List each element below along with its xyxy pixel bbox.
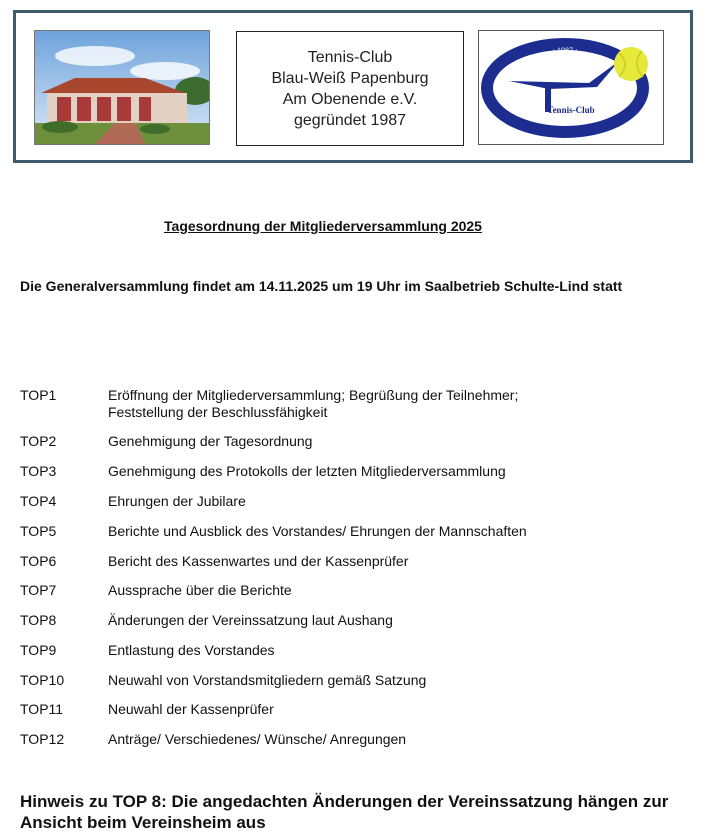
agenda-text: Bericht des Kassenwartes und der Kassenprüfer bbox=[108, 553, 409, 569]
agenda-text: Genehmigung des Protokolls der letzten Mitgliederversammlung bbox=[108, 463, 506, 479]
club-logo bbox=[478, 30, 664, 145]
agenda-text: Aussprache über die Berichte bbox=[108, 582, 292, 598]
agenda-label: TOP3 bbox=[20, 463, 57, 479]
agenda-label: TOP10 bbox=[20, 672, 65, 688]
agenda-text: Genehmigung der Tagesordnung bbox=[108, 433, 313, 449]
club-name-line: Blau-Weiß Papenburg bbox=[271, 69, 429, 87]
agenda-label: TOP1 bbox=[20, 387, 57, 403]
svg-text:· 1987 ·: · 1987 · bbox=[552, 46, 578, 55]
clubhouse-photo bbox=[34, 30, 210, 145]
agenda-label: TOP2 bbox=[20, 433, 57, 449]
agenda-label: TOP11 bbox=[20, 701, 64, 717]
agenda-label: TOP8 bbox=[20, 612, 57, 628]
club-name-box bbox=[236, 31, 464, 146]
agenda-label: TOP9 bbox=[20, 642, 57, 658]
page-title: Tagesordnung der Mitgliederversammlung 2025 bbox=[164, 218, 482, 234]
agenda-label: TOP5 bbox=[20, 523, 57, 539]
agenda-text: Ehrungen der Jubilare bbox=[108, 493, 246, 509]
club-name-line: Tennis-Club bbox=[307, 48, 393, 66]
agenda-label: TOP4 bbox=[20, 493, 57, 509]
agenda-text: Neuwahl von Vorstandsmitgliedern gemäß Satzung bbox=[108, 672, 427, 688]
svg-text:Tennis-Club: Tennis-Club bbox=[547, 105, 595, 115]
agenda-text: Berichte und Ausblick des Vorstandes/ Ehrungen der Mannschaften bbox=[108, 523, 527, 539]
club-name-line: Am Obenende e.V. bbox=[282, 90, 418, 108]
agenda-text: Eröffnung der Mitgliederversammlung; Begrüßung der Teilnehmer; Feststellung der Beschlussfähigkeit bbox=[108, 387, 519, 420]
agenda-label: TOP6 bbox=[20, 553, 57, 569]
note-top8: Hinweis zu TOP 8: Die angedachten Änderungen der Vereinssatzung hängen zur Ansicht beim Vereinsheim aus bbox=[20, 792, 669, 832]
agenda-label: TOP12 bbox=[20, 731, 65, 747]
agenda-label: TOP7 bbox=[20, 582, 57, 598]
agenda-text: Neuwahl der Kassenprüfer bbox=[108, 701, 274, 717]
agenda-text: Entlastung des Vorstandes bbox=[108, 642, 275, 658]
meeting-info: Die Generalversammlung findet am 14.11.2025 um 19 Uhr im Saalbetrieb Schulte-Lind statt bbox=[20, 278, 623, 294]
agenda-text: Anträge/ Verschiedenes/ Wünsche/ Anregungen bbox=[108, 731, 407, 747]
club-name-line: gegründet 1987 bbox=[293, 111, 407, 129]
agenda-text: Änderungen der Vereinssatzung laut Aushang bbox=[108, 612, 393, 628]
